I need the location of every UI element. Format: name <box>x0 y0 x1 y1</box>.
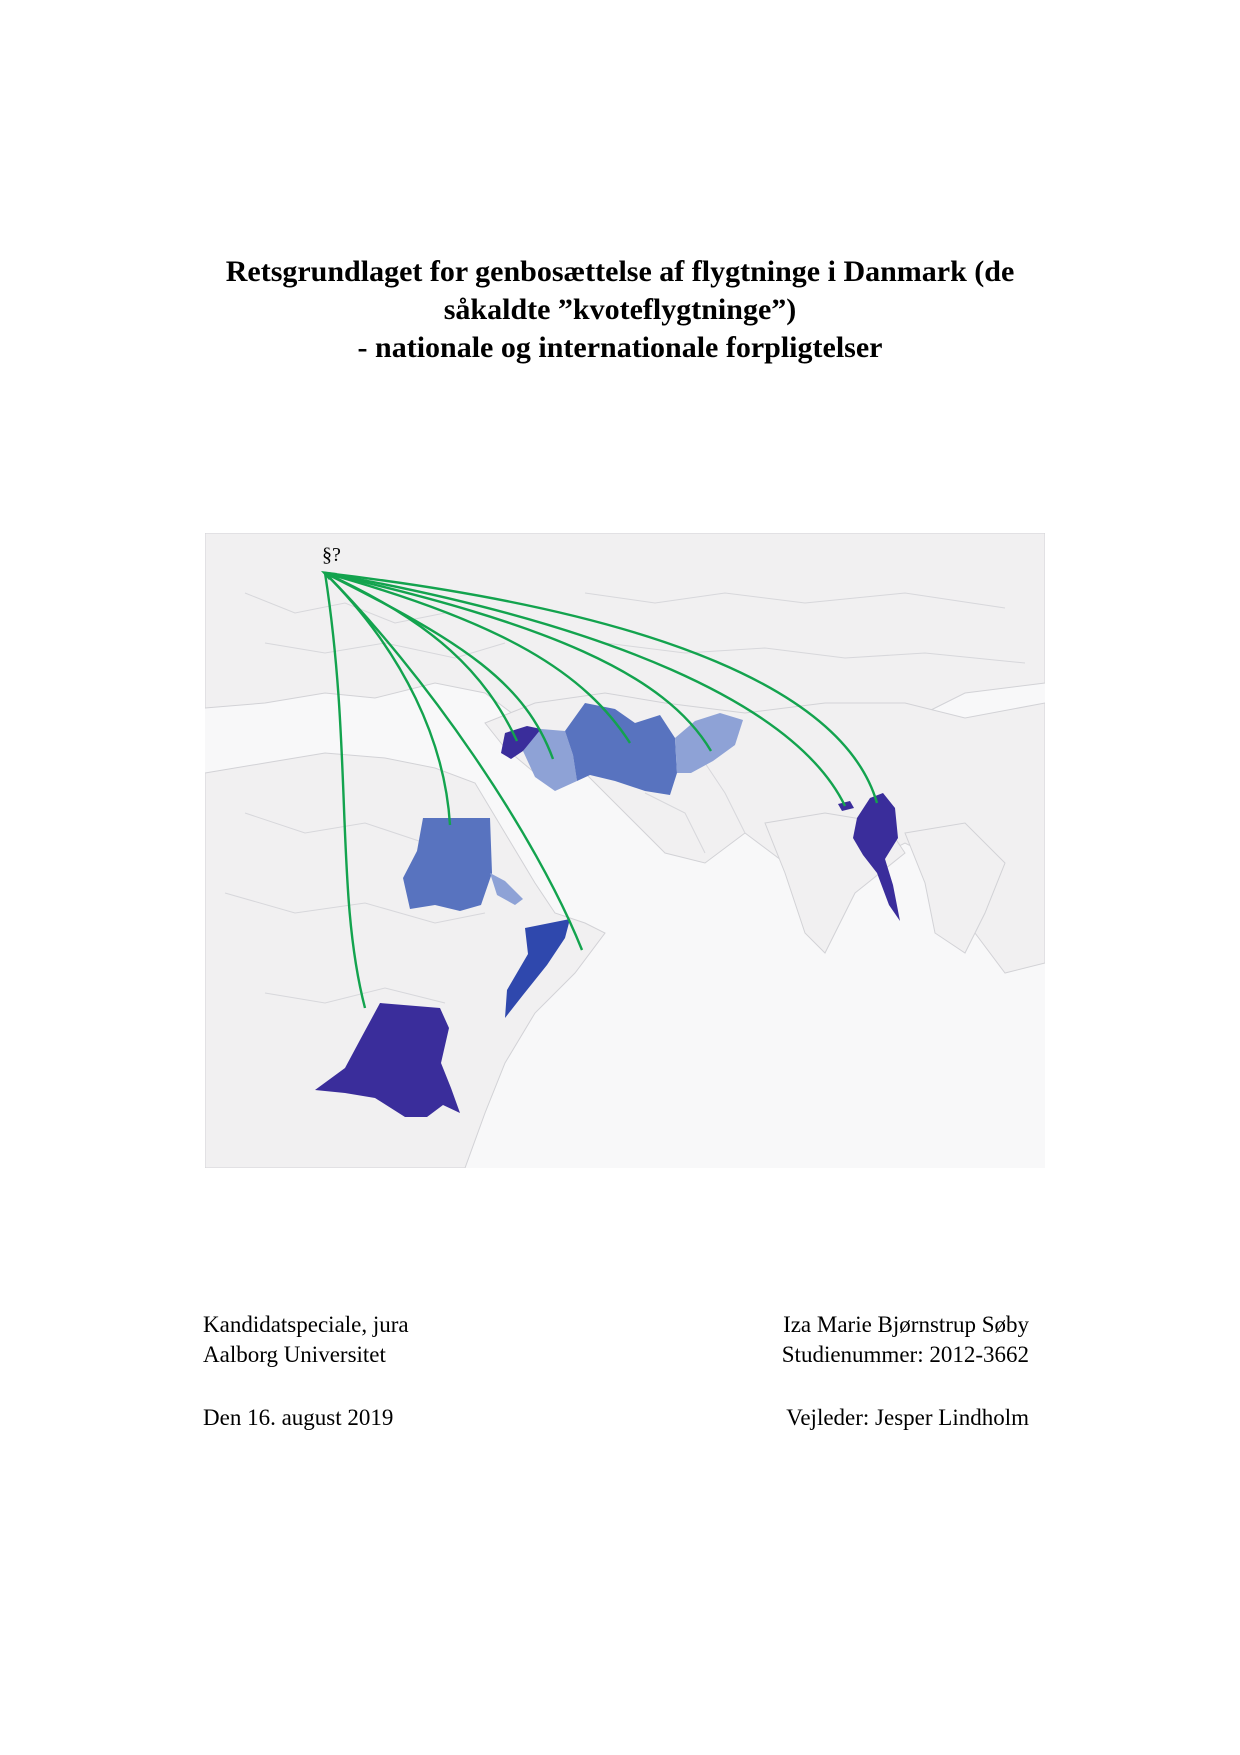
right-meta-top <box>782 1310 1029 1370</box>
left-meta-top <box>203 1310 409 1370</box>
thesis-type: Kandidatspeciale, jura <box>203 1312 409 1337</box>
map-svg <box>205 533 1045 1168</box>
title-line-2: såkaldte ”kvoteflygtninge”) <box>443 293 797 326</box>
submission-date: Den 16. august 2019 <box>203 1405 394 1430</box>
supervisor-name: Vejleder: Jesper Lindholm <box>786 1405 1029 1430</box>
university-name: Aalborg Universitet <box>203 1342 386 1367</box>
title-line-3: - nationale og internationale forpligtelser <box>357 331 883 364</box>
student-number: Studienummer: 2012-3662 <box>781 1342 1029 1367</box>
right-meta-bottom <box>786 1403 1029 1433</box>
left-meta-bottom <box>203 1403 393 1433</box>
marker-label: §? <box>322 544 341 566</box>
title-line-1: Retsgrundlaget for genbosættelse af flygtninge i Danmark (de <box>225 255 1015 288</box>
refugee-origin-map <box>205 533 1045 1168</box>
document-title <box>150 253 1090 367</box>
author-name: Iza Marie Bjørnstrup Søby <box>783 1312 1029 1337</box>
